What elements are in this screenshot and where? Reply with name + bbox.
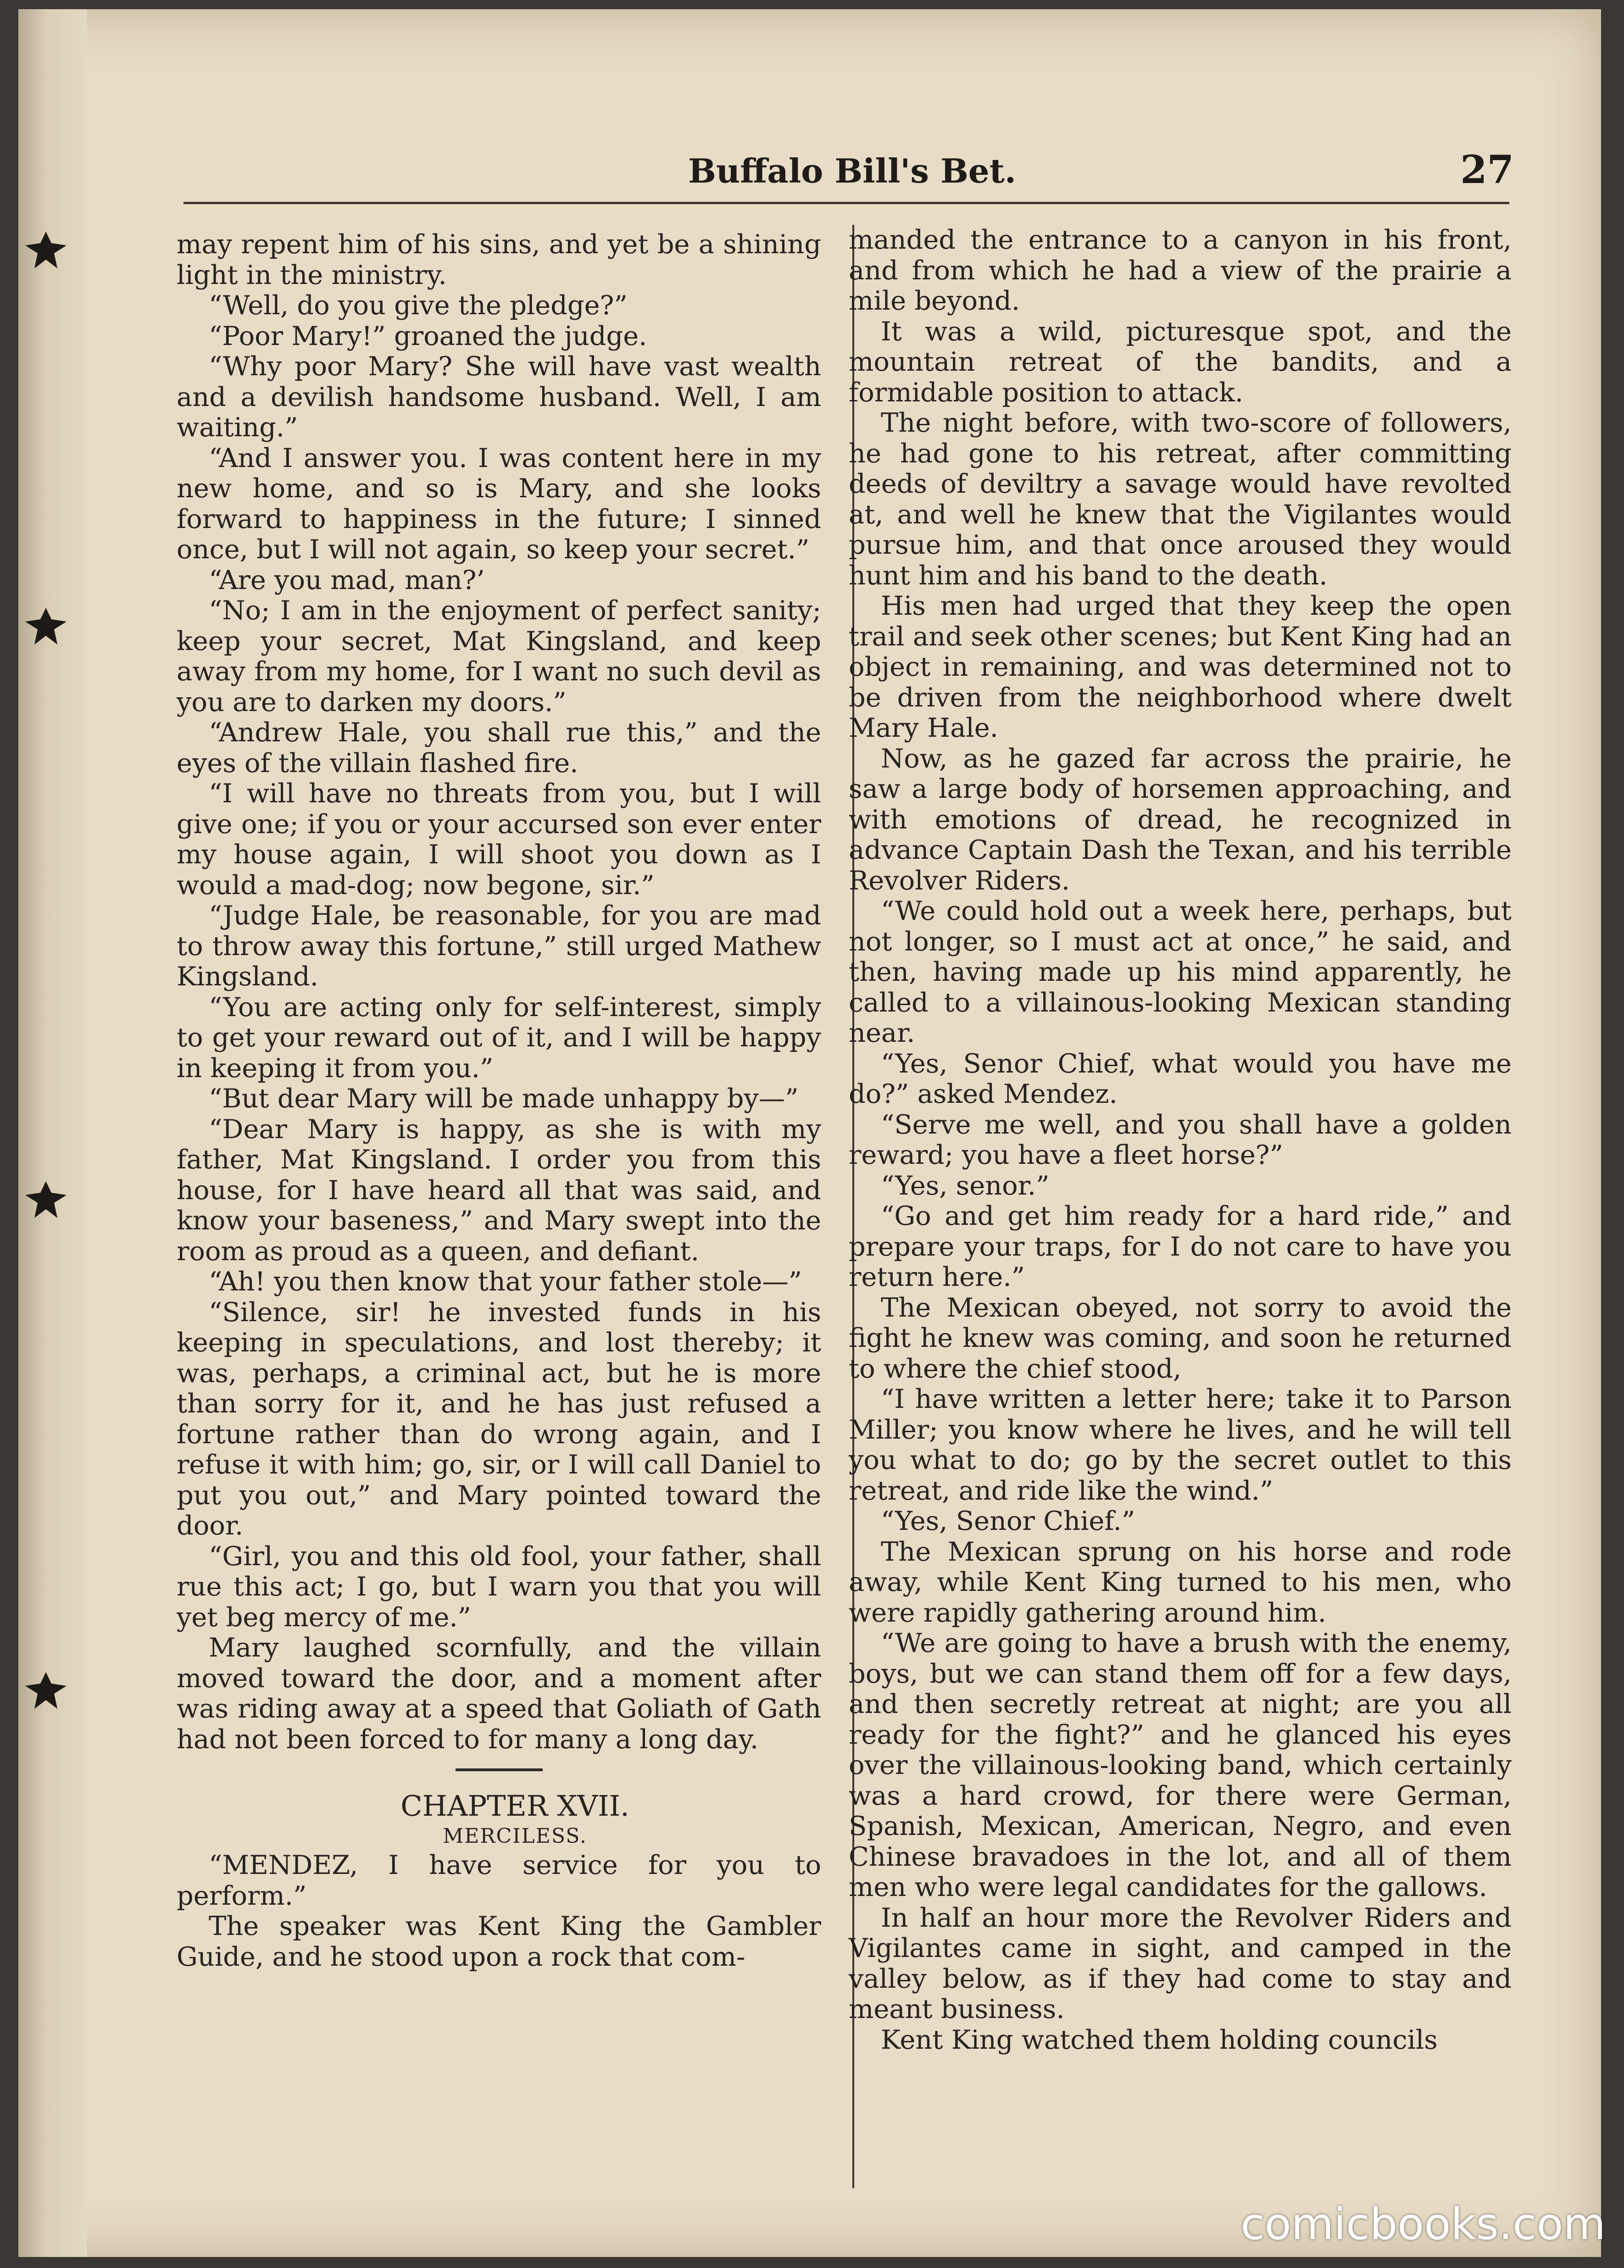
paragraph: “Ah! you then know that your father stole—” — [209, 1266, 802, 1297]
paragraph: “Go and get him ready for a hard ride,” and prepare your traps, for I do not care to have you return here.” — [849, 1201, 1512, 1292]
paragraph: “We could hold out a week here, perhaps, but not longer, so I must act at once,” he said, and then, having made up his mind apparently, he called to a villainous-looking Mexican standing near. — [849, 895, 1512, 1048]
paragraph: “Why poor Mary? She will have vast wealth and a devilish handsome husband. Well, I am waiting.” — [177, 351, 821, 443]
paragraph: may repent him of his sins, and yet be a shining light in the ministry. — [177, 229, 821, 290]
paragraph: In half an hour more the Revolver Riders and Vigilantes came in sight, and camped in the valley below, as if they had come to stay and meant business. — [849, 1902, 1512, 2024]
paragraph: “No; I am in the enjoyment of perfect sanity; keep your secret, Mat Kingsland, and keep away from my home, for I want no such devil as you are to darken my doors.” — [177, 595, 821, 717]
paragraph: “Girl, you and this old fool, your father, shall rue this act; I go, but I warn you that you will yet beg mercy of me.” — [177, 1540, 821, 1633]
paragraph: “I have written a letter here; take it to Parson Miller; you know where he lives, and he will tell you what to do; go by the secret outlet to this retreat, and ride like the wind.” — [849, 1384, 1512, 1506]
chapter-title: CHAPTER XVII. — [400, 1789, 629, 1823]
paragraph: “Are you mad, man?’ — [209, 564, 485, 595]
paragraph: Kent King watched them holding councils — [881, 2024, 1438, 2055]
page-number: 27 — [1460, 147, 1514, 192]
paragraph: “We are going to have a brush with the enemy, boys, but we can stand them off for a few days, and then secretly retreat at night; are you all ready for the fight?” and he glanced his eyes over the villainous-looking band, which certainly was a hard crowd, for there were German, Spanish, Mexican, American, Negro, and even Chinese bravadoes in the lot, and all of them men who were legal candidates for the gallows. — [849, 1628, 1512, 1902]
paragraph: “Judge Hale, be reasonable, for you are mad to throw away this fortune,” still urged Mathew Kingsland. — [177, 900, 821, 992]
paragraph: “And I answer you. I was content here in my new home, and so is Mary, and she looks forward to happiness in the future; I sinned once, but I will not again, so keep your secret.” — [177, 442, 821, 565]
paragraph: “Andrew Hale, you shall rue this,” and the eyes of the villain flashed fire. — [177, 717, 821, 778]
paragraph: “Yes, Senor Chief.” — [881, 1506, 1135, 1536]
binding-hole-icon — [23, 1179, 69, 1220]
left-column — [177, 229, 821, 1972]
book-page — [18, 9, 1601, 2257]
paragraph: “Yes, Senor Chief, what would you have me do?” asked Mendez. — [849, 1048, 1512, 1109]
running-title: Buffalo Bill's Bet. — [688, 151, 1016, 190]
paragraph: “Silence, sir! he invested funds in his keeping in speculations, and lost thereby; it was, perhaps, a criminal act, but he is more than sorry for it, and he has just refused a fortune rather than do wrong again, and I refuse it with him; go, sir, or I will call Daniel to put you out,” and Mary pointed toward the door. — [177, 1296, 821, 1541]
chapter-rule — [456, 1768, 543, 1771]
paragraph: “Yes, senor.” — [881, 1170, 1050, 1201]
page-header — [688, 147, 1514, 202]
chapter-subtitle: MERCILESS. — [443, 1824, 587, 1848]
paragraph: “I will have no threats from you, but I will give one; if you or your accursed son ever enter my house again, I will shoot you down as I would a mad-dog; now begone, sir.” — [177, 778, 821, 901]
paragraph: His men had urged that they keep the open trail and seek other scenes; but Kent King had an object in remaining, and was determined not to be driven from the neighborhood where dwelt Mary Hale. — [849, 590, 1512, 743]
paragraph: The speaker was Kent King the Gambler Guide, and he stood upon a rock that com- — [177, 1911, 821, 1972]
right-column — [849, 225, 1512, 2055]
paragraph: “Well, do you give the pledge?” — [209, 290, 628, 321]
paragraph: Mary laughed scornfully, and the villain moved toward the door, and a moment after was riding away at a speed that Goliath of Gath had not been forced to for many a long day. — [177, 1632, 821, 1755]
paragraph: “Serve me well, and you shall have a golden reward; you have a fleet horse?” — [849, 1109, 1512, 1170]
paragraph: The Mexican sprung on his horse and rode away, while Kent King turned to his men, who were rapidly gathering around him. — [849, 1536, 1512, 1628]
paragraph: “Dear Mary is happy, as she is with my father, Mat Kingsland. I order you from this house, for I have heard all that was said, and know your baseness,” and Mary swept into the room as proud as a queen, and defiant. — [177, 1113, 821, 1267]
paragraph: The night before, with two-score of followers, he had gone to his retreat, after committing deeds of deviltry a savage would have revolted at, and well he knew that the Vigilantes would pursue him, and that once aroused they would hunt him and his band to the death. — [849, 407, 1512, 591]
paragraph: “But dear Mary will be made unhappy by—” — [209, 1083, 799, 1114]
paragraph: “You are acting only for self-interest, simply to get your reward out of it, and I will be happy in keeping it from you.” — [177, 991, 821, 1084]
paragraph: manded the entrance to a canyon in his front, and from which he had a view of the prairie a mile beyond. — [849, 224, 1512, 316]
paragraph: “MENDEZ, I have service for you to perform.” — [177, 1850, 821, 1911]
binding-gutter — [18, 9, 87, 2257]
binding-hole-icon — [23, 229, 69, 271]
binding-hole-icon — [23, 606, 69, 647]
binding-hole-icon — [23, 1670, 69, 1711]
header-rule — [184, 202, 1509, 204]
site-watermark: comicbooks.com — [1240, 2199, 1606, 2250]
paragraph: Now, as he gazed far across the prairie, he saw a large body of horsemen approaching, and with emotions of dread, he recognized in advance Captain Dash the Texan, and his terrible Revolver Riders. — [849, 743, 1512, 896]
paragraph: The Mexican obeyed, not sorry to avoid the fight he knew was coming, and soon he returned to where the chief stood, — [849, 1292, 1512, 1384]
paragraph: “Poor Mary!” groaned the judge. — [209, 320, 647, 351]
paragraph: It was a wild, picturesque spot, and the mountain retreat of the bandits, and a formidable position to attack. — [849, 316, 1512, 408]
